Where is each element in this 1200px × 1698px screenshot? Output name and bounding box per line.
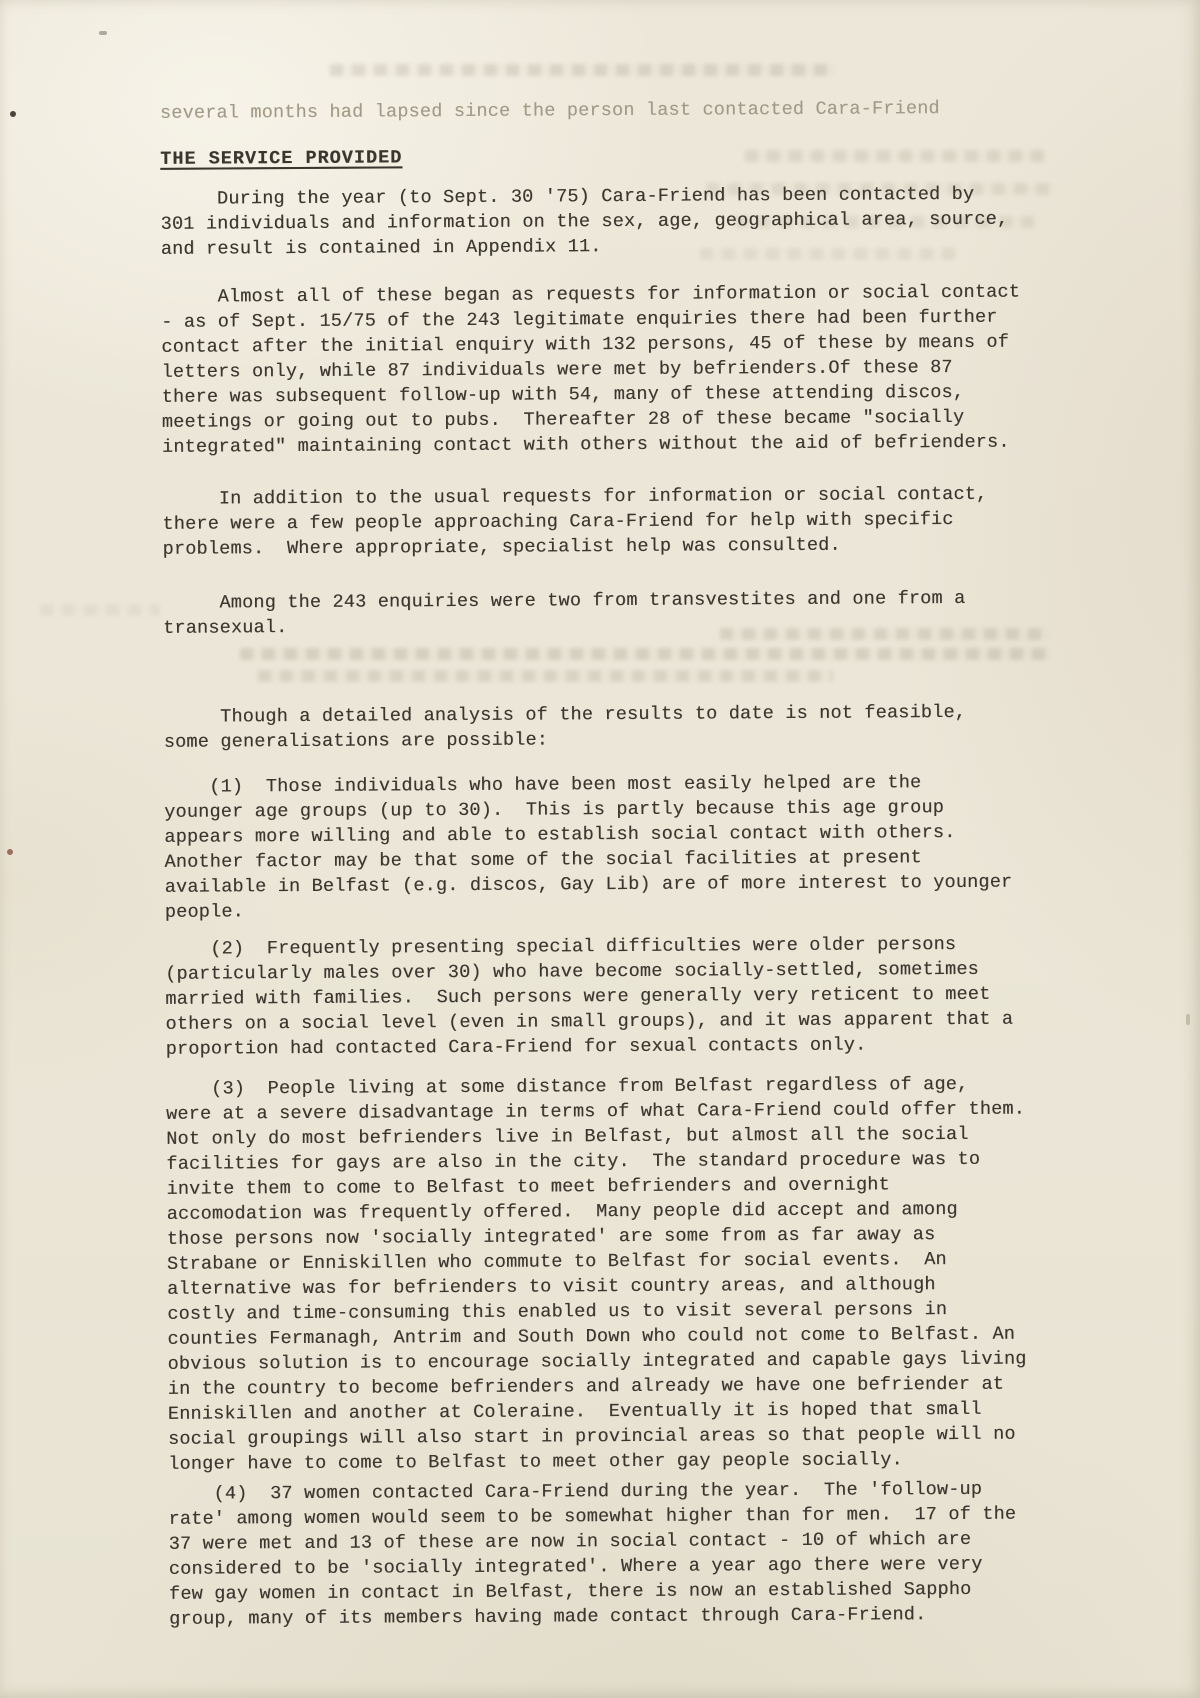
paragraph-1: During the year (to Sept. 30 '75) Cara-Friend has been contacted by 301 individuals and information on the sex, age, geographical area, source, and result is contained in Appendix 11.	[160, 183, 1009, 260]
numbered-item-4: (4) 37 women contacted Cara-Friend during the year. The 'follow-up rate' among women would seem to be somewhat higher than for men. 17 of the 37 were met and 13 of these are now in social contact - 10 of which are considered to be 'socially integrated'. Where a year ago there were very few gay women in contact in Belfast, there is now an established Sappho group, many of its members having made contact through Cara-Friend.	[168, 1478, 1017, 1630]
numbered-item-3: (3) People living at some distance from Belfast regardless of age, were at a severe disadvantage in terms of what Cara-Friend could offer them. Not only do most befrienders live in Belfast, but almost all the social facilities for gays are also in the city. The standard procedure was to invite them to come to Belfast to meet befrienders and overnight accomodation was frequently offered. Many people did accept and among those persons now 'socially integrated' are some from as far away as Strabane or Enniskillen who commute to Belfast for social events. An alternative was for befrienders to visit country areas, and although costly and time-consuming this enabled us to visit several persons in counties Fermanagh, Antrim and South Down who could not come to Belfast. An obvious solution is to encourage socially integrated and capable gays living in the country to become befrienders and already we have one befriender at Enniskillen and another at Coleraine. Eventually it is hoped that small social groupings will also start in provincial areas so that people will no longer have to come to Belfast to meet other gay people socially.	[165, 1073, 1027, 1475]
carryover-line: several months had lapsed since the person last contacted Cara-Friend	[159, 98, 940, 124]
paragraph-4: Among the 243 enquiries were two from transvestites and one from a transexual.	[162, 587, 966, 639]
numbered-item-1: (1) Those individuals who have been most easily helped are the younger age groups (up to 30). This is partly because this age group appears more willing and able to establish social contact with others. Another factor may be that some of the social facilities at present available in Belfast (e.g. discos, Gay Lib) are of more interest to younger people.	[164, 772, 1013, 923]
paragraph-5: Though a detailed analysis of the results to date is not feasible, some generalisations are possible:	[163, 701, 967, 753]
numbered-item-2: (2) Frequently presenting special difficulties were older persons (particularly males over 30) who have become socially-settled, sometimes married with families. Such persons were generally very reticent to meet others on a social level (even in small groups), and it was apparent that a proportion had contacted Cara-Friend for sexual contacts only.	[164, 934, 1014, 1060]
paragraph-3: In addition to the usual requests for information or social contact, there were a few people approaching Cara-Friend for help with specific problems. Where appropriate, specialist help was consulted.	[162, 483, 988, 560]
paragraph-2: Almost all of these began as requests for information or social contact - as of Sept. 15/75 of the 243 legitimate enquiries there had been further contact after the initial enquiry with 132 persons, 45 of these by means of letters only, while 87 individuals were met by befrienders.Of these 87 there was subsequent follow-up with 54, many of these attending discos, meetings or going out to pubs. Thereafter 28 of these became "socially integrated" maintaining contact with others without the aid of befrienders.	[161, 281, 1021, 458]
section-heading: THE SERVICE PROVIDED	[160, 147, 403, 170]
